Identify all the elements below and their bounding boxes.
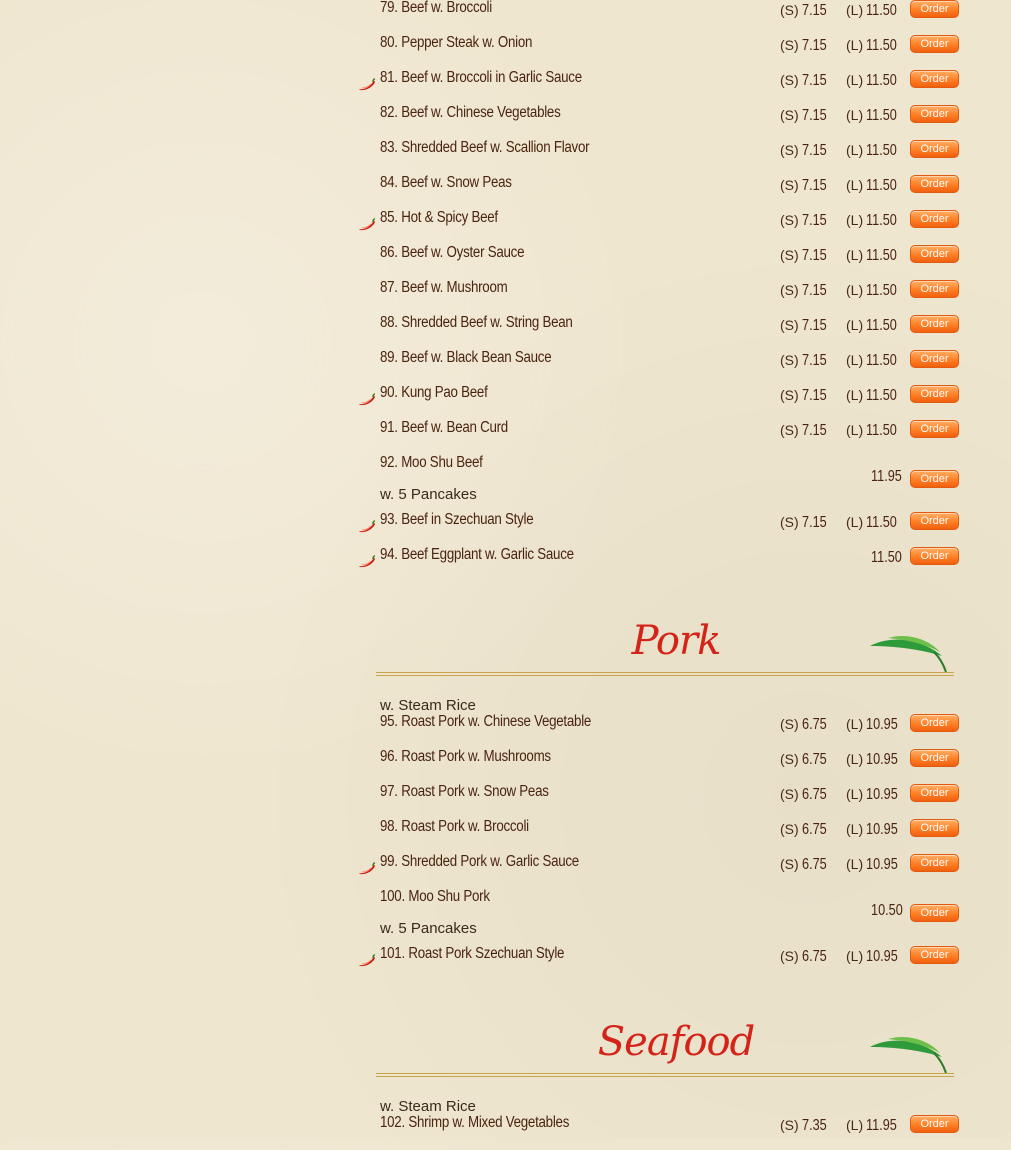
size-label-small: (S) xyxy=(780,514,799,530)
list-item xyxy=(356,1115,966,1150)
list-item xyxy=(356,105,966,140)
size-label-large: (L) xyxy=(846,107,864,123)
large-price xyxy=(846,107,904,125)
large-price xyxy=(846,716,905,734)
small-price xyxy=(780,107,832,125)
small-price xyxy=(780,37,832,55)
list-item xyxy=(356,714,966,749)
small-price-value: 6.75 xyxy=(801,716,827,733)
order-button[interactable]: Order xyxy=(910,420,959,438)
large-price-value: 10.95 xyxy=(866,786,898,803)
large-price-value: 10.95 xyxy=(866,716,898,733)
large-price xyxy=(846,948,905,966)
small-price-value: 7.15 xyxy=(801,72,827,89)
item-name: 87. Beef w. Mushroom xyxy=(380,279,508,296)
large-price xyxy=(846,422,904,440)
large-price-value: 10.95 xyxy=(866,751,898,768)
large-price-value: 10.95 xyxy=(866,821,898,838)
size-label-small: (S) xyxy=(780,282,799,298)
large-price xyxy=(846,751,905,769)
size-label-large: (L) xyxy=(846,422,864,438)
small-price xyxy=(780,247,832,265)
large-price-value: 11.50 xyxy=(866,37,897,54)
item-name: 100. Moo Shu Pork xyxy=(380,888,490,905)
item-name: 90. Kung Pao Beef xyxy=(380,384,488,401)
list-item xyxy=(356,70,966,105)
small-price xyxy=(780,786,832,804)
large-price xyxy=(846,1117,904,1135)
item-name: 91. Beef w. Bean Curd xyxy=(380,419,508,436)
large-price xyxy=(846,72,904,90)
item-subtitle: w. 5 Pancakes xyxy=(380,486,477,503)
small-price xyxy=(780,1117,832,1135)
size-label-large: (L) xyxy=(846,352,864,368)
order-button[interactable]: Order xyxy=(910,105,959,123)
size-label-large: (L) xyxy=(846,212,864,228)
small-price xyxy=(780,514,832,532)
list-item xyxy=(356,420,966,455)
item-name: 84. Beef w. Snow Peas xyxy=(380,174,512,191)
chili-pepper-icon xyxy=(358,218,376,232)
pork-section-note: w. Steam Rice xyxy=(380,697,476,714)
size-label-large: (L) xyxy=(846,716,864,732)
item-name: 82. Beef w. Chinese Vegetables xyxy=(380,104,561,121)
item-name: 80. Pepper Steak w. Onion xyxy=(380,34,533,51)
price-value: 11.50 xyxy=(871,549,902,566)
large-price xyxy=(846,247,904,265)
large-price xyxy=(846,856,905,874)
large-price-value: 11.50 xyxy=(866,387,897,404)
size-label-large: (L) xyxy=(846,317,864,333)
item-name: 101. Roast Pork Szechuan Style xyxy=(380,945,565,962)
order-button[interactable]: Order xyxy=(910,904,959,922)
order-button[interactable]: Order xyxy=(910,0,959,18)
size-label-small: (S) xyxy=(780,751,799,767)
order-button[interactable]: Order xyxy=(910,35,959,53)
price-value: 10.50 xyxy=(871,902,903,919)
large-price xyxy=(846,282,904,300)
size-label-large: (L) xyxy=(846,2,864,18)
size-label-large: (L) xyxy=(846,514,864,530)
pork-section-title: Pork xyxy=(631,618,721,664)
list-item xyxy=(356,280,966,315)
list-item xyxy=(356,512,966,547)
small-price-value: 6.75 xyxy=(801,856,827,873)
item-name: 83. Shredded Beef w. Scallion Flavor xyxy=(380,139,590,156)
size-label-small: (S) xyxy=(780,856,799,872)
order-button[interactable]: Order xyxy=(910,175,959,193)
size-label-large: (L) xyxy=(846,282,864,298)
section-divider xyxy=(376,672,954,676)
leaf-icon xyxy=(868,1027,952,1077)
size-label-large: (L) xyxy=(846,856,864,872)
item-name: 96. Roast Pork w. Mushrooms xyxy=(380,748,551,765)
item-name: 93. Beef in Szechuan Style xyxy=(380,511,534,528)
small-price-value: 6.75 xyxy=(801,948,827,965)
small-price xyxy=(780,2,832,20)
size-label-small: (S) xyxy=(780,387,799,403)
size-label-small: (S) xyxy=(780,1117,799,1133)
small-price-value: 6.75 xyxy=(801,821,827,838)
size-label-large: (L) xyxy=(846,786,864,802)
chili-pepper-icon xyxy=(358,393,376,407)
small-price xyxy=(780,352,832,370)
price-value: 11.95 xyxy=(871,468,902,485)
item-name: 92. Moo Shu Beef xyxy=(380,454,483,471)
item-name: 98. Roast Pork w. Broccoli xyxy=(380,818,529,835)
chili-pepper-icon xyxy=(358,862,376,876)
large-price-value: 11.50 xyxy=(866,212,897,229)
size-label-large: (L) xyxy=(846,247,864,263)
list-item xyxy=(356,946,966,981)
large-price-value: 11.50 xyxy=(866,422,897,439)
order-button[interactable]: Order xyxy=(910,819,959,837)
seafood-section-note: w. Steam Rice xyxy=(380,1098,476,1115)
small-price-value: 7.15 xyxy=(801,247,827,264)
item-subtitle: w. 5 Pancakes xyxy=(380,920,477,937)
item-name: 89. Beef w. Black Bean Sauce xyxy=(380,349,552,366)
size-label-large: (L) xyxy=(846,751,864,767)
large-price-value: 11.95 xyxy=(866,1117,897,1134)
size-label-large: (L) xyxy=(846,821,864,837)
small-price xyxy=(780,317,832,335)
seafood-section-title: Seafood xyxy=(597,1019,755,1065)
order-button[interactable]: Order xyxy=(910,547,959,565)
small-price xyxy=(780,821,832,839)
item-name: 102. Shrimp w. Mixed Vegetables xyxy=(380,1114,570,1131)
large-price-value: 11.50 xyxy=(866,514,897,531)
list-item xyxy=(356,854,966,889)
item-name: 86. Beef w. Oyster Sauce xyxy=(380,244,525,261)
small-price-value: 7.15 xyxy=(801,352,827,369)
item-name: 99. Shredded Pork w. Garlic Sauce xyxy=(380,853,579,870)
large-price xyxy=(846,177,904,195)
list-item xyxy=(356,245,966,280)
list-item xyxy=(356,749,966,784)
section-spacer xyxy=(356,582,966,618)
section-spacer xyxy=(356,981,966,1019)
seafood-section-header xyxy=(356,1019,966,1115)
list-item xyxy=(356,0,966,35)
list-item xyxy=(356,819,966,854)
order-button[interactable]: Order xyxy=(910,749,959,767)
large-price xyxy=(846,212,904,230)
size-label-small: (S) xyxy=(780,821,799,837)
size-label-small: (S) xyxy=(780,716,799,732)
size-label-large: (L) xyxy=(846,948,864,964)
small-price xyxy=(780,856,832,874)
size-label-large: (L) xyxy=(846,37,864,53)
large-price xyxy=(846,821,905,839)
single-price xyxy=(868,902,910,920)
large-price-value: 11.50 xyxy=(866,72,897,89)
large-price xyxy=(846,514,904,532)
size-label-small: (S) xyxy=(780,422,799,438)
list-item xyxy=(356,315,966,350)
order-button[interactable]: Order xyxy=(910,315,959,333)
large-price xyxy=(846,786,905,804)
order-button[interactable]: Order xyxy=(910,280,959,298)
large-price xyxy=(846,2,904,20)
small-price xyxy=(780,387,832,405)
large-price xyxy=(846,352,904,370)
order-button[interactable]: Order xyxy=(910,245,959,263)
size-label-large: (L) xyxy=(846,1117,864,1133)
list-item xyxy=(356,175,966,210)
small-price-value: 7.15 xyxy=(801,282,827,299)
chili-pepper-icon xyxy=(358,520,376,534)
order-button[interactable]: Order xyxy=(910,1115,959,1133)
large-price-value: 11.50 xyxy=(866,352,897,369)
menu-list xyxy=(356,0,966,1150)
chili-pepper-icon xyxy=(358,954,376,968)
small-price-value: 6.75 xyxy=(801,751,827,768)
small-price xyxy=(780,177,832,195)
large-price-value: 11.50 xyxy=(866,107,897,124)
order-button[interactable]: Order xyxy=(910,385,959,403)
size-label-small: (S) xyxy=(780,786,799,802)
small-price xyxy=(780,142,832,160)
list-item xyxy=(356,385,966,420)
list-item xyxy=(356,889,966,946)
list-item xyxy=(356,140,966,175)
order-button[interactable]: Order xyxy=(910,470,959,488)
large-price-value: 11.50 xyxy=(866,282,897,299)
list-item xyxy=(356,784,966,819)
size-label-small: (S) xyxy=(780,247,799,263)
size-label-small: (S) xyxy=(780,948,799,964)
size-label-small: (S) xyxy=(780,72,799,88)
size-label-small: (S) xyxy=(780,352,799,368)
size-label-small: (S) xyxy=(780,2,799,18)
list-item xyxy=(356,35,966,70)
item-name: 94. Beef Eggplant w. Garlic Sauce xyxy=(380,546,574,563)
leaf-icon xyxy=(868,626,952,676)
single-price xyxy=(868,549,909,567)
large-price-value: 10.95 xyxy=(866,948,898,965)
size-label-large: (L) xyxy=(846,387,864,403)
size-label-small: (S) xyxy=(780,177,799,193)
size-label-large: (L) xyxy=(846,142,864,158)
small-price-value: 7.15 xyxy=(801,107,827,124)
small-price-value: 7.15 xyxy=(801,422,827,439)
large-price xyxy=(846,387,904,405)
chili-pepper-icon xyxy=(358,555,376,569)
size-label-small: (S) xyxy=(780,142,799,158)
small-price-value: 6.75 xyxy=(801,786,827,803)
list-item xyxy=(356,210,966,245)
small-price-value: 7.15 xyxy=(801,37,827,54)
list-item xyxy=(356,455,966,512)
single-price xyxy=(868,468,909,486)
small-price xyxy=(780,72,832,90)
size-label-small: (S) xyxy=(780,212,799,228)
order-button[interactable]: Order xyxy=(910,854,959,872)
small-price-value: 7.15 xyxy=(801,212,827,229)
small-price-value: 7.15 xyxy=(801,142,827,159)
small-price xyxy=(780,948,832,966)
item-name: 79. Beef w. Broccoli xyxy=(380,0,492,16)
large-price-value: 11.50 xyxy=(866,177,897,194)
item-name: 85. Hot & Spicy Beef xyxy=(380,209,498,226)
item-name: 97. Roast Pork w. Snow Peas xyxy=(380,783,549,800)
large-price-value: 10.95 xyxy=(866,856,898,873)
item-name: 81. Beef w. Broccoli in Garlic Sauce xyxy=(380,69,582,86)
small-price xyxy=(780,422,832,440)
pork-section-header xyxy=(356,618,966,714)
small-price-value: 7.35 xyxy=(801,1117,827,1134)
large-price xyxy=(846,37,904,55)
order-button[interactable]: Order xyxy=(910,784,959,802)
chili-pepper-icon xyxy=(358,78,376,92)
size-label-small: (S) xyxy=(780,317,799,333)
order-button[interactable]: Order xyxy=(910,140,959,158)
order-button[interactable]: Order xyxy=(910,714,959,732)
section-divider xyxy=(376,1073,954,1077)
large-price xyxy=(846,317,904,335)
order-button[interactable]: Order xyxy=(910,512,959,530)
small-price xyxy=(780,716,832,734)
size-label-small: (S) xyxy=(780,37,799,53)
item-name: 88. Shredded Beef w. String Bean xyxy=(380,314,573,331)
small-price-value: 7.15 xyxy=(801,2,827,19)
large-price xyxy=(846,142,904,160)
list-item xyxy=(356,547,966,582)
small-price-value: 7.15 xyxy=(801,317,827,334)
large-price-value: 11.50 xyxy=(866,317,897,334)
size-label-small: (S) xyxy=(780,107,799,123)
small-price-value: 7.15 xyxy=(801,514,827,531)
small-price xyxy=(780,282,832,300)
small-price xyxy=(780,751,832,769)
order-button[interactable]: Order xyxy=(910,350,959,368)
size-label-large: (L) xyxy=(846,177,864,193)
large-price-value: 11.50 xyxy=(866,247,897,264)
small-price-value: 7.15 xyxy=(801,387,827,404)
order-button[interactable]: Order xyxy=(910,946,959,964)
large-price-value: 11.50 xyxy=(866,142,897,159)
item-name: 95. Roast Pork w. Chinese Vegetable xyxy=(380,713,592,730)
list-item xyxy=(356,350,966,385)
large-price-value: 11.50 xyxy=(866,2,897,19)
order-button[interactable]: Order xyxy=(910,210,959,228)
small-price xyxy=(780,212,832,230)
size-label-large: (L) xyxy=(846,72,864,88)
order-button[interactable]: Order xyxy=(910,70,959,88)
small-price-value: 7.15 xyxy=(801,177,827,194)
